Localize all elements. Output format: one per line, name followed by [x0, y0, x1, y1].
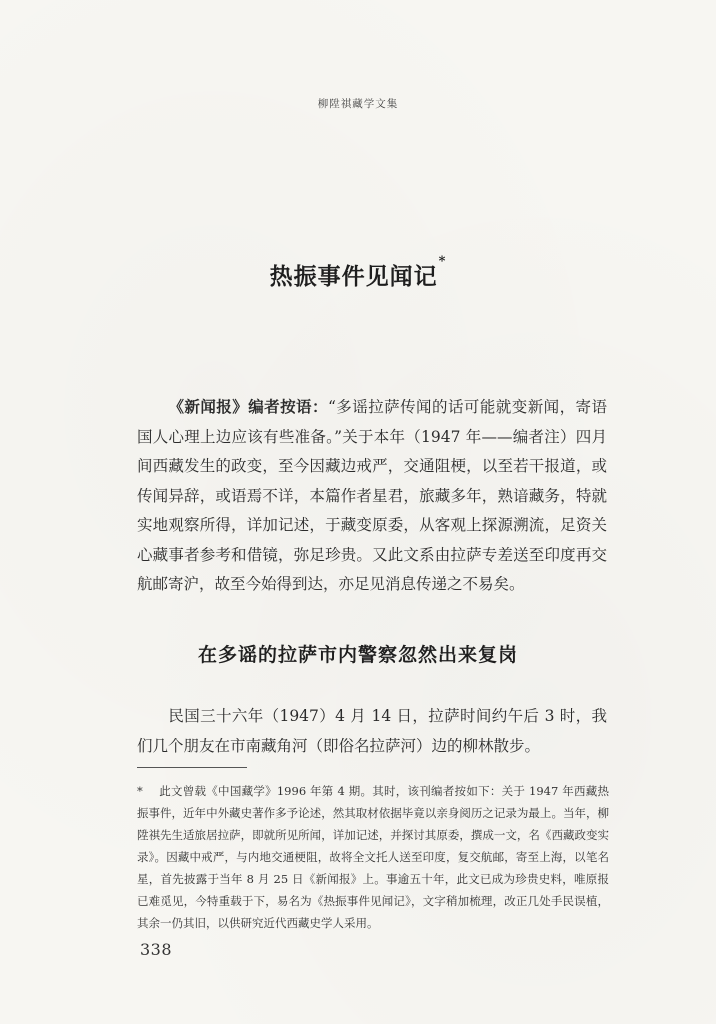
article-title — [0, 254, 716, 291]
body-paragraph — [137, 702, 607, 761]
title-footnote-mark: * — [438, 254, 447, 269]
running-head: 柳陞祺藏学文集 — [317, 98, 399, 110]
editor-note-lead: 《新闻报》编者按语： — [168, 397, 328, 416]
body-paragraph-text: 民国三十六年（1947）4 月 14 日，拉萨时间约午后 3 时，我们几个朋友在市南藏角河（即俗名拉萨河）边的柳林散步。 — [137, 707, 607, 755]
footnote-divider — [137, 767, 247, 768]
footnote-mark: * — [137, 784, 143, 798]
article-title-text: 热振事件见闻记 — [269, 263, 438, 290]
editor-note-body: “多谣拉萨传闻的话可能就变新闻，寄语国人心理上边应该有些准备。”关于本年（1947 年——编者注）四月间西藏发生的政变，至今因藏边戒严，交通阻梗，以至若干报道，或传闻异辞，或语焉不详，本篇作者星君，旅藏多年，熟谙藏务，特就实地观察所得，详加记述，于藏变原委，从客观上探源溯流，足资关心藏事者参考和借镜，弥足珍贵。又此文系由拉萨专差送至印度再交航邮寄沪，故至今始得到达，亦足见消息传递之不易矣。 — [137, 398, 607, 593]
footnote-text: 此文曾载《中国藏学》1996 年第 4 期。其时，该刊编者按如下：关于 1947 年西藏热振事件，近年中外藏史著作多予论述，然其取材依据毕竟以亲身阅历之记录为最上。当年，柳陞祺先生适旅居拉萨，即就所见所闻，详加记述，并探讨其原委，撰成一文，名《西藏政变实录》。因藏中戒严，与内地交通梗阻，故将全文托人送至印度，复交航邮，寄至上海，以笔名星，首先披露于当年 8 月 25 日《新闻报》上。事逾五十年，此文已成为珍贵史料，唯原报已难觅见，今特重载于下，易名为《热振事件见闻记》，文字稍加梳理，改正几处手民误植，其余一仍其旧，以供研究近代西藏史学人采用。 — [137, 784, 609, 930]
section-heading: 在多谣的拉萨市内警察忽然出来复岗 — [197, 644, 518, 666]
footnote — [137, 780, 609, 934]
editor-note — [137, 392, 607, 600]
page-number: 338 — [140, 940, 173, 959]
